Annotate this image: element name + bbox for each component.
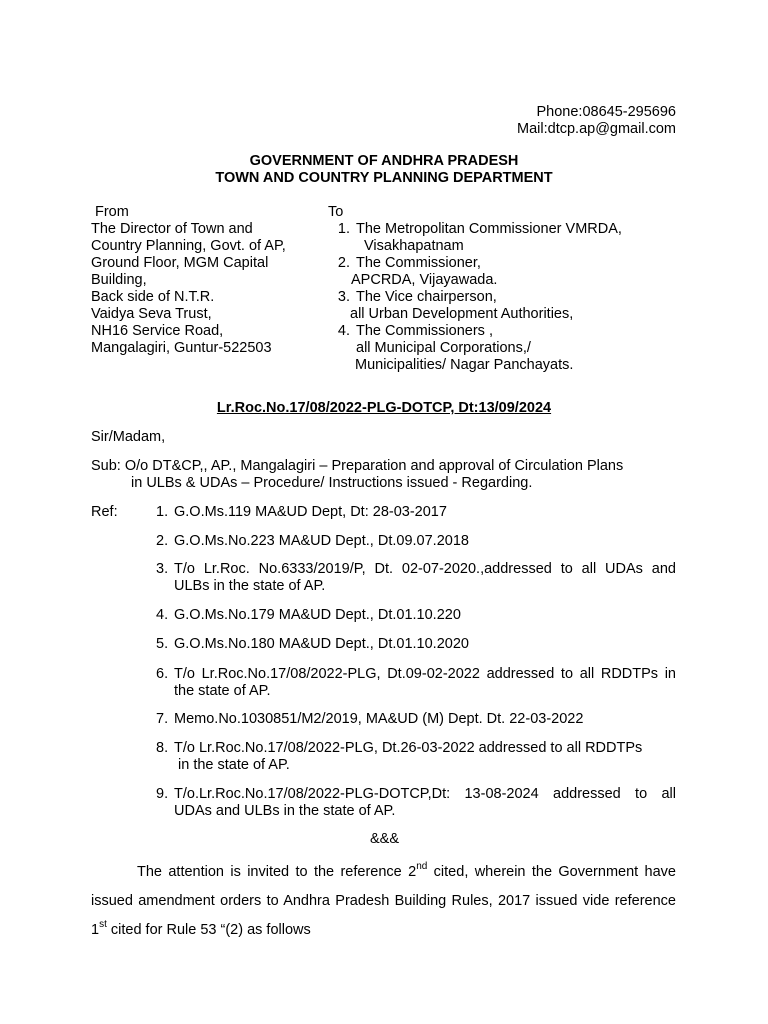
reference-number: 9.: [156, 786, 169, 802]
body-paragraph: [91, 858, 676, 945]
subject-line: Sub: O/o DT&CP,, AP., Mangalagiri – Preparation and approval of Circulation Plans: [91, 458, 624, 474]
recipient-number: 2.: [337, 255, 350, 271]
reference-text: T/o Lr.Roc.No.17/08/2022-PLG, Dt.26-03-2022 addressed to all RDDTPs: [174, 740, 643, 756]
recipient-item: [328, 255, 688, 272]
recipient-text: The Metropolitan Commissioner VMRDA,: [356, 221, 622, 237]
heading-government: GOVERNMENT OF ANDHRA PRADESH: [249, 153, 519, 169]
reference-item: [156, 786, 676, 820]
subject-line: in ULBs & UDAs – Procedure/ Instructions issued - Regarding.: [131, 475, 533, 491]
from-line: Ground Floor, MGM Capital: [91, 255, 269, 271]
contact-block: [517, 104, 676, 138]
from-line: The Director of Town and: [91, 221, 253, 237]
email-address: Mail:dtcp.ap@gmail.com: [517, 121, 676, 137]
from-line: Vaidya Seva Trust,: [91, 306, 212, 322]
paragraph-text: cited for Rule 53 “(2) as follows: [106, 922, 311, 938]
section-separator: [0, 831, 768, 848]
recipient-text: The Commissioner,: [356, 255, 481, 271]
reference-text: G.O.Ms.No.180 MA&UD Dept., Dt.01.10.2020: [174, 636, 469, 652]
letter-reference-number: Lr.Roc.No.17/08/2022-PLG-DOTCP, Dt:13/09/2024: [216, 400, 552, 416]
reference-number: 3.: [156, 561, 169, 577]
recipient-item: [328, 323, 688, 340]
recipient-text: all Urban Development Authorities,: [350, 306, 574, 322]
reference-item: [156, 711, 676, 728]
subject-block: [91, 458, 676, 492]
letter-heading: [0, 153, 768, 187]
from-line: Back side of N.T.R.: [91, 289, 215, 305]
reference-item: [156, 533, 676, 550]
to-address: [328, 204, 688, 374]
recipient-text: Visakhapatnam: [364, 238, 464, 254]
reference-text-block: [174, 740, 676, 774]
reference-item: [156, 740, 676, 774]
reference-text: G.O.Ms.No.179 MA&UD Dept., Dt.01.10.220: [174, 607, 461, 623]
reference-item: [156, 504, 676, 521]
recipient-text: Municipalities/ Nagar Panchayats.: [355, 357, 574, 373]
recipient-item: [328, 289, 688, 306]
reference-number: 5.: [156, 636, 169, 652]
reference-text: T/o Lr.Roc.No.17/08/2022-PLG, Dt.09-02-2022 addressed to all RDDTPs in the state of AP.: [174, 666, 676, 699]
recipient-number: 1.: [337, 221, 350, 237]
from-line: NH16 Service Road,: [91, 323, 224, 339]
recipient-text: APCRDA, Vijayawada.: [351, 272, 498, 288]
reference-number: 6.: [156, 666, 169, 682]
reference-number: 4.: [156, 607, 169, 623]
from-line: Mangalagiri, Guntur-522503: [91, 340, 272, 356]
reference-item: [156, 666, 676, 700]
ordinal-suffix: st: [99, 919, 107, 930]
reference-number: 2.: [156, 533, 169, 549]
reference-number: 7.: [156, 711, 169, 727]
reference-label: Ref:: [91, 504, 118, 520]
recipient-number: 3.: [337, 289, 350, 305]
ordinal-suffix: nd: [416, 861, 428, 872]
reference-text: Memo.No.1030851/M2/2019, MA&UD (M) Dept. Dt. 22-03-2022: [174, 711, 584, 727]
reference-number: 1.: [156, 504, 169, 520]
from-line: Country Planning, Govt. of AP,: [91, 238, 286, 254]
from-label: From: [95, 204, 129, 220]
reference-item: [156, 561, 676, 595]
reference-text: T/o Lr.Roc. No.6333/2019/P, Dt. 02-07-2020.,addressed to all UDAs and ULBs in the state of AP.: [174, 561, 676, 594]
reference-number: 8.: [156, 740, 169, 756]
recipient-item: [328, 221, 688, 238]
recipient-number: 4.: [337, 323, 350, 339]
salutation: Sir/Madam,: [91, 429, 166, 445]
reference-text: T/o.Lr.Roc.No.17/08/2022-PLG-DOTCP,Dt: 13-08-2024 addressed to all UDAs and ULBs in the state of AP.: [174, 786, 676, 819]
reference-item: [156, 636, 676, 653]
reference-item: [156, 607, 676, 624]
heading-department: TOWN AND COUNTRY PLANNING DEPARTMENT: [215, 170, 553, 186]
separator-text: &&&: [369, 831, 399, 847]
from-line: Building,: [91, 272, 147, 288]
reference-text: G.O.Ms.119 MA&UD Dept, Dt: 28-03-2017: [174, 504, 447, 520]
paragraph-text: cited, wherein the Government have issued amendment orders to Andhra Pradesh Building Rules, 2017 issued vide reference 1: [91, 864, 676, 938]
paragraph-text: The attention is invited to the reference 2: [137, 864, 417, 880]
reference-text: in the state of AP.: [178, 757, 290, 773]
recipient-text: The Vice chairperson,: [356, 289, 497, 305]
phone-number: Phone:08645-295696: [536, 104, 676, 120]
recipient-text: all Municipal Corporations,/: [356, 340, 531, 356]
reference-text: G.O.Ms.No.223 MA&UD Dept., Dt.09.07.2018: [174, 533, 469, 549]
from-address: [91, 204, 321, 357]
recipient-text: The Commissioners ,: [356, 323, 493, 339]
to-label: To: [328, 204, 344, 220]
